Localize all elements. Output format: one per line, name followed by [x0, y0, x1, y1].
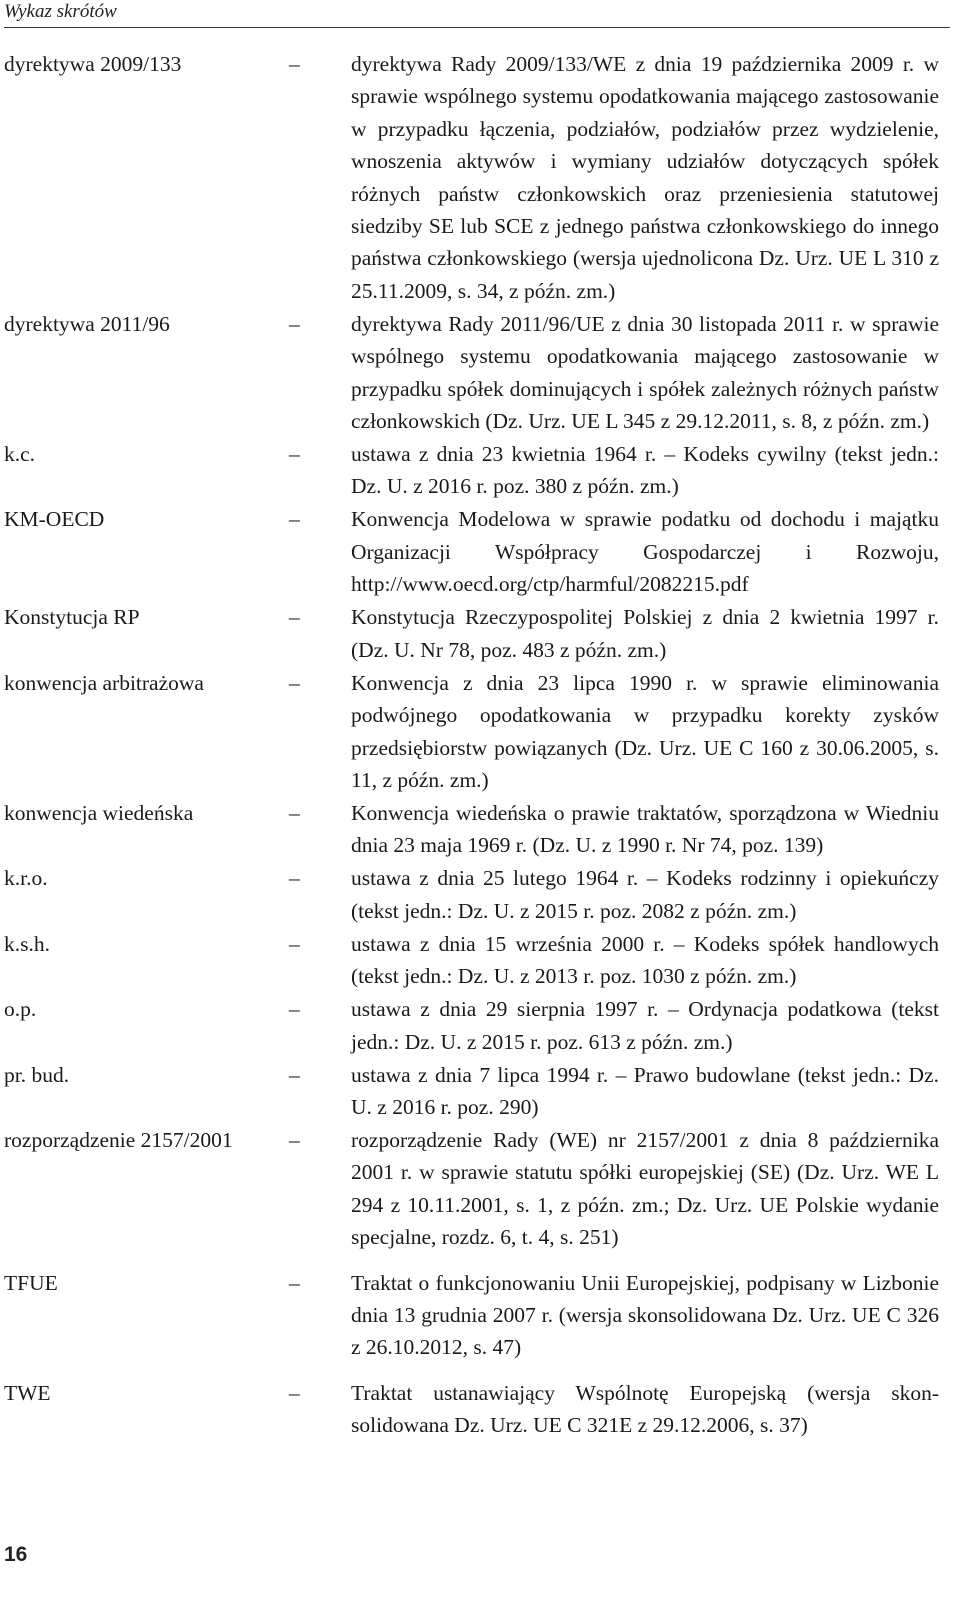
- entry-definition: ustawa z dnia 25 lutego 1964 r. – Kodeks rodzinny i opiekuńczy (tekst jedn.: Dz. U. z 2015 r. poz. 2082 z późn. zm.): [351, 866, 939, 923]
- entry-dash: –: [289, 1062, 300, 1087]
- entry-definition: Traktat ustanawiający Wspólnotę Europejską (wersja skonsolidowana Dz. Urz. UE C 321E z 29.12.2006, s. 37): [351, 1380, 939, 1438]
- entry-definition: Konstytucja Rzeczypospolitej Polskiej z dnia 2 kwietnia 1997 r. (Dz. U. Nr 78, poz. 483 z późn. zm.): [351, 605, 939, 662]
- entry-op: [4, 993, 939, 1058]
- abbreviation-list: [4, 48, 939, 1442]
- entry-konwencja-wiedenska: [4, 797, 939, 862]
- entry-definition: dyrektywa Rady 2009/133/WE z dnia 19 października 2009 r. w sprawie wspólnego systemu opodatkowania mającego zastosowanie w przypadku łączenia, podziałów, podziałów przez wydzielenie, wnoszenia aktywów i wymiany udziałów dotyczących spółek różnych państw członkowskich oraz przeniesienia statutowej siedziby SE lub SCE z jednego państwa członkowskiego do innego państwa członkowskiego (wersja ujednolicona Dz. Urz. UE L 310 z 25.11.2009, s. 34, z późn. zm.): [351, 52, 939, 303]
- entry-dash: –: [289, 605, 300, 630]
- entry-definition: Konwencja Modelowa w sprawie podatku od dochodu i majątku Organizacji Współpracy Gospodarczej i Rozwoju, http://www.oecd.org/ctp/harmful/2082215.pdf: [351, 507, 939, 597]
- entry-term: dyrektywa 2009/133: [4, 52, 182, 76]
- entry-dash: –: [289, 670, 300, 695]
- entry-dash: –: [289, 800, 300, 825]
- entry-term: TFUE: [4, 1270, 58, 1295]
- entry-term: KM-OECD: [4, 507, 105, 532]
- entry-dyrektywa-2009-133: [4, 48, 939, 307]
- entry-dash: –: [289, 997, 300, 1022]
- entry-konwencja-arbitrazowa: [4, 667, 939, 797]
- entry-definition: ustawa z dnia 29 sierpnia 1997 r. – Ordynacja podatkowa (tekst jedn.: Dz. U. z 2015 r. poz. 613 z późn. zm.): [351, 997, 939, 1054]
- entry-term: konwencja wiedeńska: [4, 800, 194, 825]
- entry-dash: –: [289, 507, 300, 532]
- entry-konstytucja-rp: [4, 601, 939, 666]
- entry-definition: Konwencja z dnia 23 lipca 1990 r. w sprawie eliminowania podwójnego opodatkowania w przypadku korekty zysków przedsiębiorstw powiązanych (Dz. Urz. UE C 160 z 30.06.2005, s. 11, z późn. zm.): [351, 670, 939, 792]
- entry-term: pr. bud.: [4, 1062, 70, 1087]
- entry-definition: dyrektywa Rady 2011/96/UE z dnia 30 listopada 2011 r. w sprawie wspólnego systemu opodatkowania mającego zastosowanie w przypadku spółek dominujących i spółek zależnych różnych państw członkowskich (Dz. Urz. UE L 345 z 29.12.2011, s. 8, z późn. zm.): [351, 311, 939, 434]
- entry-dash: –: [289, 931, 300, 956]
- entry-kc: [4, 438, 939, 503]
- entry-ksh: [4, 928, 939, 993]
- entry-term: o.p.: [4, 997, 37, 1022]
- entry-term: rozporządzenie 2157/2001: [4, 1127, 233, 1152]
- entry-km-oecd: [4, 503, 939, 600]
- entry-pr-bud: [4, 1059, 939, 1124]
- entry-dash: –: [289, 866, 300, 891]
- entry-term: dyrektywa 2011/96: [4, 311, 170, 336]
- entry-definition: ustawa z dnia 23 kwietnia 1964 r. – Kodeks cywilny (tekst jedn.: Dz. U. z 2016 r. poz. 380 z późn. zm.): [351, 442, 939, 499]
- page-number: 16: [4, 1543, 28, 1566]
- entry-dash: –: [289, 442, 300, 467]
- entry-tfue: [4, 1267, 939, 1364]
- running-head: Wykaz skrótów: [4, 1, 117, 22]
- entry-term: Konstytucja RP: [4, 605, 140, 630]
- entry-term: k.s.h.: [4, 931, 50, 956]
- entry-dash: –: [289, 1270, 300, 1295]
- entry-definition: Konwencja wiedeńska o prawie traktatów, sporządzona w Wiedniu dnia 23 maja 1969 r. (Dz. U. z 1990 r. Nr 74, poz. 139): [351, 800, 939, 858]
- entry-term: k.c.: [4, 442, 36, 467]
- entry-term: k.r.o.: [4, 866, 48, 891]
- entry-kro: [4, 862, 939, 927]
- entry-dash: –: [289, 1127, 300, 1152]
- entry-rozporzadzenie-2157-2001: [4, 1124, 939, 1254]
- entry-dyrektywa-2011-96: [4, 308, 939, 438]
- entry-definition: ustawa z dnia 7 lipca 1994 r. – Prawo budowlane (tekst jedn.: Dz. U. z 2016 r. poz. 290): [351, 1062, 939, 1119]
- entry-definition: rozporządzenie Rady (WE) nr 2157/2001 z dnia 8 października 2001 r. w sprawie statutu spółki europejskiej (SE) (Dz. Urz. WE L 294 z 10.11.2001, s. 1, z późn. zm.; Dz. Urz. UE Polskie wydanie specjalne, rozdz. 6, t. 4, s. 251): [351, 1127, 939, 1250]
- entry-dash: –: [289, 1380, 300, 1405]
- entry-dash: –: [289, 311, 300, 336]
- entry-term: TWE: [4, 1380, 51, 1405]
- entry-dash: –: [289, 52, 300, 76]
- entry-definition: ustawa z dnia 15 września 2000 r. – Kodeks spółek handlowych (tekst jedn.: Dz. U. z 2013 r. poz. 1030 z późn. zm.): [351, 931, 939, 989]
- entry-term: konwencja arbitrażowa: [4, 670, 204, 695]
- entry-definition: Traktat o funkcjonowaniu Unii Europejskiej, podpisany w Lizbonie dnia 13 grudnia 2007 r. (wersja skonsolidowana Dz. Urz. UE C 326 z 26.10.2012, s. 47): [351, 1270, 939, 1360]
- header-rule: [4, 27, 950, 28]
- entry-twe: [4, 1377, 939, 1442]
